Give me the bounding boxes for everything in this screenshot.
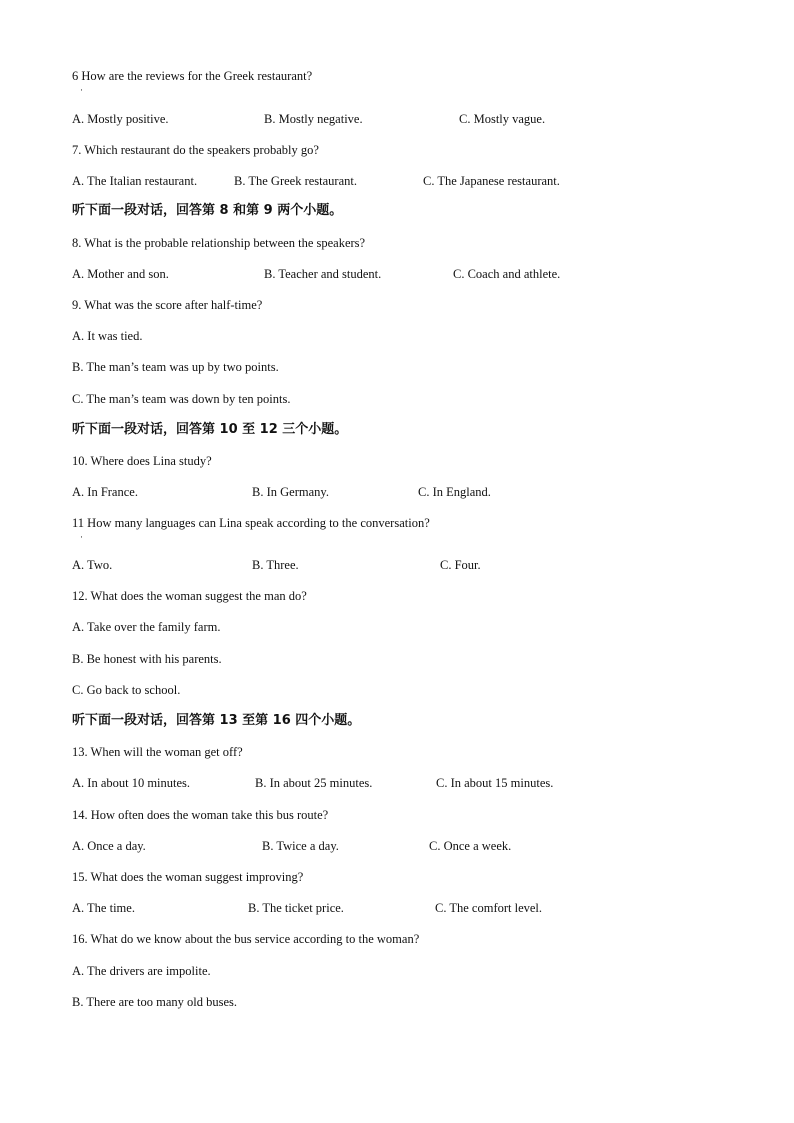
question-7-option-b: B. The Greek restaurant. (234, 174, 357, 188)
question-12-option-a: A. Take over the family farm. (72, 620, 221, 634)
question-6-option-b: B. Mostly negative. (264, 112, 363, 126)
question-13-option-a: A. In about 10 minutes. (72, 776, 191, 790)
question-15-stem: 15. What does the woman suggest improving? (72, 870, 304, 884)
question-9-option-a: A. It was tied. (72, 329, 143, 343)
question-11-option-c: C. Four. (440, 558, 481, 572)
question-7-option-c: C. The Japanese restaurant. (423, 174, 560, 188)
section-heading-10-12: 听下面一段对话，回答第 10 至 12 三个小题。 (72, 422, 348, 437)
question-7-stem: 7. Which restaurant do the speakers probably go? (72, 143, 319, 157)
question-6-stem: 6 How are the reviews for the Greek restaurant? (72, 69, 313, 83)
question-10-option-c: C. In England. (418, 485, 491, 499)
question-11-stem: 11 How many languages can Lina speak according to the conversation? (72, 516, 430, 530)
question-16-option-b: B. There are too many old buses. (72, 995, 238, 1009)
punctuation-dot: · (80, 532, 83, 542)
question-10-stem: 10. Where does Lina study? (72, 454, 212, 468)
question-12-stem: 12. What does the woman suggest the man do? (72, 589, 307, 603)
question-13-option-c: C. In about 15 minutes. (436, 776, 554, 790)
question-10-option-a: A. In France. (72, 485, 138, 499)
question-16-stem: 16. What do we know about the bus service according to the woman? (72, 932, 420, 946)
question-6-option-a: A. Mostly positive. (72, 112, 169, 126)
question-7-option-a: A. The Italian restaurant. (72, 174, 198, 188)
question-15-option-a: A. The time. (72, 901, 135, 915)
question-14-option-b: B. Twice a day. (262, 839, 339, 853)
question-13-stem: 13. When will the woman get off? (72, 745, 243, 759)
question-15-option-c: C. The comfort level. (435, 901, 543, 915)
question-9-option-b: B. The man’s team was up by two points. (72, 360, 279, 374)
question-11-option-a: A. Two. (72, 558, 113, 572)
question-8-option-a: A. Mother and son. (72, 267, 169, 281)
question-12-option-c: C. Go back to school. (72, 683, 181, 697)
question-14-stem: 14. How often does the woman take this bus route? (72, 808, 329, 822)
question-9-stem: 9. What was the score after half-time? (72, 298, 263, 312)
section-heading-8-9: 听下面一段对话，回答第 8 和第 9 两个小题。 (72, 203, 343, 218)
question-10-option-b: B. In Germany. (252, 485, 329, 499)
question-8-option-b: B. Teacher and student. (264, 267, 382, 281)
question-14-option-a: A. Once a day. (72, 839, 146, 853)
question-14-option-c: C. Once a week. (429, 839, 512, 853)
section-heading-13-16: 听下面一段对话，回答第 13 至第 16 四个小题。 (72, 713, 361, 728)
question-16-option-a: A. The drivers are impolite. (72, 964, 211, 978)
question-15-option-b: B. The ticket price. (248, 901, 344, 915)
question-12-option-b: B. Be honest with his parents. (72, 652, 222, 666)
question-6-option-c: C. Mostly vague. (459, 112, 546, 126)
question-13-option-b: B. In about 25 minutes. (255, 776, 373, 790)
punctuation-dot: · (80, 85, 83, 95)
question-9-option-c: C. The man’s team was down by ten points. (72, 392, 291, 406)
question-8-stem: 8. What is the probable relationship between the speakers? (72, 236, 366, 250)
question-8-option-c: C. Coach and athlete. (453, 267, 561, 281)
question-11-option-b: B. Three. (252, 558, 299, 572)
